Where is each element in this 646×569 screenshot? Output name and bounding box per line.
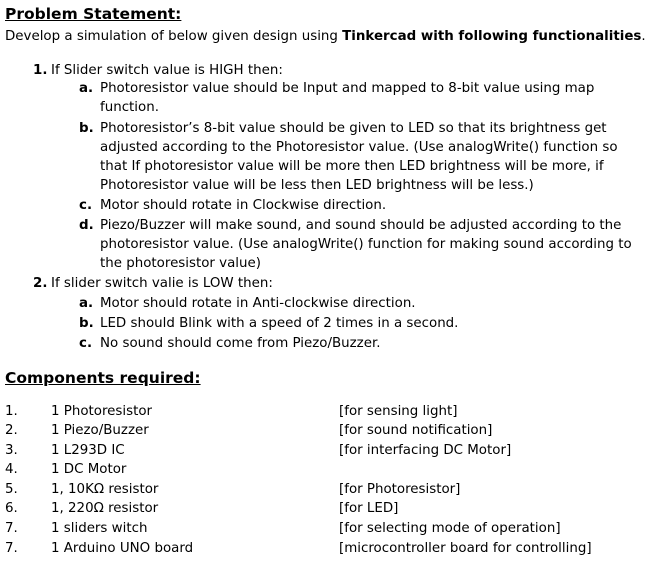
component-num: 7. — [5, 541, 18, 556]
sub-letter: b. — [79, 121, 94, 136]
intro-end: . — [641, 29, 646, 44]
sub-line: Photoresistor value will be less then LED brightness will be less.) — [100, 178, 534, 193]
component-num: 5. — [5, 482, 18, 497]
component-item: 1 Arduino UNO board — [51, 541, 194, 556]
sub-line: Photoresistor’s 8-bit value should be given to LED so that its brightness get — [100, 121, 607, 136]
component-num: 2. — [5, 423, 18, 438]
intro-bold: Tinkercad with following functionalities — [342, 29, 642, 44]
sub-line: the photoresistor value) — [100, 256, 261, 271]
item-text: If slider switch valie is LOW then: — [51, 276, 273, 291]
component-purpose: [microcontroller board for controlling] — [339, 541, 592, 556]
sub-line: Motor should rotate in Clockwise direction. — [100, 198, 387, 213]
sub-line: Motor should rotate in Anti-clockwise direction. — [100, 296, 416, 311]
sub-line: No sound should come from Piezo/Buzzer. — [100, 336, 381, 351]
sub-line: function. — [100, 100, 159, 115]
sub-letter: a. — [79, 81, 94, 96]
component-item: 1 L293D IC — [51, 443, 125, 458]
component-purpose: [for Photoresistor] — [339, 482, 461, 497]
intro-text — [5, 28, 646, 46]
component-item: 1 sliders witch — [51, 521, 148, 536]
sub-letter: b. — [79, 316, 94, 331]
sub-line: that If photoresistor value will be more then LED brightness will be more, if — [100, 159, 604, 174]
component-item: 1 Piezo/Buzzer — [51, 423, 149, 438]
item-number: 2. — [33, 276, 48, 291]
component-purpose: [for sound notification] — [339, 423, 493, 438]
intro-plain: Develop a simulation of below given design using — [5, 29, 343, 44]
sub-line: adjusted according to the Photoresistor value. (Use analogWrite() function so — [100, 140, 618, 155]
component-purpose: [for sensing light] — [339, 404, 458, 419]
component-num: 4. — [5, 462, 18, 477]
component-item: 1 DC Motor — [51, 462, 127, 477]
sub-line: LED should Blink with a speed of 2 times in a second. — [100, 316, 459, 331]
sub-line: Photoresistor value should be Input and mapped to 8-bit value using map — [100, 81, 595, 96]
sub-letter: c. — [79, 198, 93, 213]
sub-line: Piezo/Buzzer will make sound, and sound should be adjusted according to the — [100, 218, 622, 233]
component-item: 1 Photoresistor — [51, 404, 153, 419]
problem-heading: Problem Statement: — [5, 5, 182, 23]
component-num: 6. — [5, 501, 18, 516]
sub-line: photoresistor value. (Use analogWrite() function for making sound according to — [100, 237, 632, 252]
sub-letter: c. — [79, 336, 93, 351]
item-text: If Slider switch value is HIGH then: — [51, 63, 283, 78]
sub-letter: a. — [79, 296, 94, 311]
item-number: 1. — [33, 63, 48, 78]
components-heading: Components required: — [5, 369, 201, 387]
component-purpose: [for selecting mode of operation] — [339, 521, 561, 536]
component-num: 1. — [5, 404, 18, 419]
component-num: 7. — [5, 521, 18, 536]
component-item: 1, 10KΩ resistor — [51, 482, 159, 497]
sub-letter: d. — [79, 218, 94, 233]
component-purpose: [for interfacing DC Motor] — [339, 443, 512, 458]
component-item: 1, 220Ω resistor — [51, 501, 159, 516]
component-purpose: [for LED] — [339, 501, 399, 516]
component-num: 3. — [5, 443, 18, 458]
